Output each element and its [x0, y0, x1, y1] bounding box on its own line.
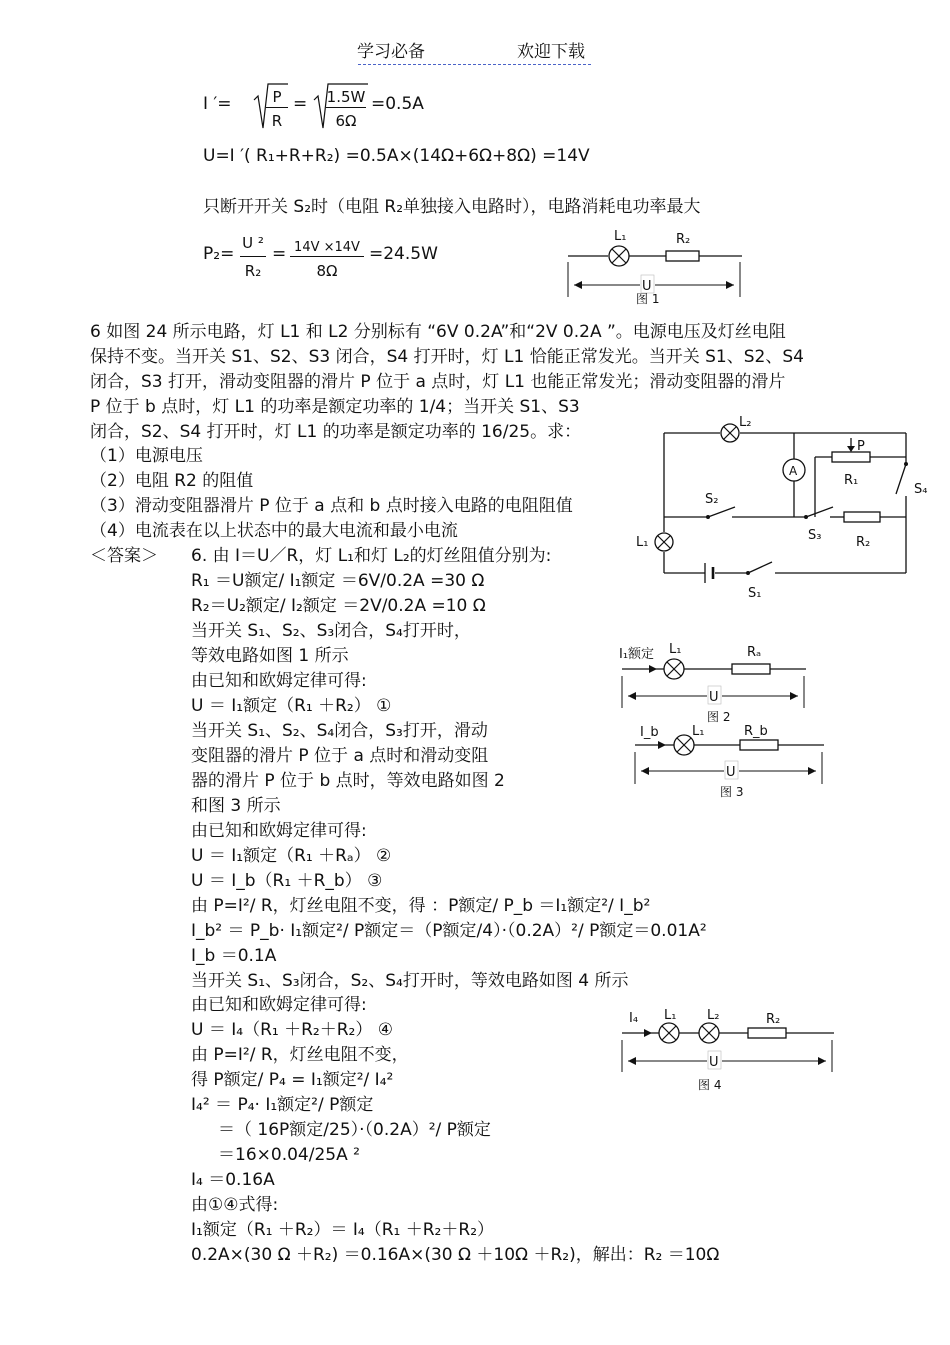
fig2-u-label: U — [709, 690, 719, 705]
question-3: （3）滑动变阻器滑片 P 位于 a 点和 b 点时接入电路的电阻阻值 — [90, 496, 573, 516]
answer-line-4: 当开关 S₁、S₂、S₃闭合，S₄打开时， — [191, 621, 471, 641]
fig24-l1-label: L₁ — [636, 535, 649, 550]
frac2-numerator: 1.5W — [326, 88, 366, 106]
answer-line-7: U ＝ I₁额定（R₁ ＋R₂） ① — [191, 696, 392, 716]
answer-line-12: 由已知和欧姆定律可得: — [191, 821, 367, 841]
fig3-u-label: U — [726, 765, 736, 780]
answer-line-29: 0.2A×(30 Ω ＋R₂) ＝0.16A×(30 Ω ＋10Ω ＋R₂)，解出：R₂ ＝10Ω — [191, 1245, 720, 1265]
answer-line-19: 由已知和欧姆定律可得: — [191, 995, 367, 1015]
answer-line-14: U ＝ I_b（R₁ ＋R_b） ③ — [191, 871, 383, 891]
header-left: 学习必备 — [357, 42, 425, 62]
problem-line-3: 闭合，S3 打开，滑动变阻器的滑片 P 位于 a 点时，灯 L1 也能正常发光；滑动变阻器的滑片 — [90, 372, 786, 392]
fig4-u-label: U — [709, 1055, 719, 1070]
question-4: （4）电流表在以上状态中的最大电流和最小电流 — [90, 521, 458, 541]
frac1-denominator: R — [271, 112, 283, 130]
problem-line-2: 保持不变。当开关 S1、S2、S3 闭合，S4 打开时，灯 L1 恰能正常发光。当开关 S1、S2、S4 — [90, 347, 804, 367]
fig4-l2-label: L₂ — [707, 1008, 720, 1023]
fig2-l1-label: L₁ — [669, 642, 682, 657]
fig24-ammeter-label: A — [789, 464, 798, 478]
answer-line-20: U ＝ I₄（R₁ ＋R₂＋R₂） ④ — [191, 1020, 394, 1040]
fig2-caption: 图 2 — [707, 710, 731, 724]
answer-line-8: 当开关 S₁、S₂、S₄闭合，S₃打开，滑动 — [191, 721, 488, 741]
frac2-denominator: 6Ω — [335, 112, 357, 130]
answer-line-10: 器的滑片 P 位于 b 点时，等效电路如图 2 — [191, 771, 505, 791]
u-equation: U=I ′( R₁+R+R₂) =0.5A×(14Ω+6Ω+8Ω) =14V — [203, 146, 590, 166]
answer-line-1: 6. 由 I＝U／R，灯 L₁和灯 L₂的灯丝阻值分别为: — [191, 546, 552, 566]
fig2-current-label: I₁额定 — [619, 647, 655, 662]
fig1-r2-label: R₂ — [676, 232, 691, 247]
p2-result: =24.5W — [369, 244, 438, 264]
answer-tag: ＜答案＞ — [90, 546, 158, 566]
frac1-numerator: P — [272, 88, 282, 106]
fig1-l1-label: L₁ — [614, 229, 627, 244]
answer-line-9: 变阻器的滑片 P 位于 a 点时和滑动变阻 — [191, 746, 489, 766]
question-2: （2）电阻 R2 的阻值 — [90, 471, 254, 491]
answer-line-2: R₁ ＝U额定/ I₁额定 ＝6V/0.2A =30 Ω — [191, 571, 485, 591]
equals-sign-2: = — [272, 244, 287, 264]
fig3-current-label: I_b — [640, 725, 659, 740]
answer-line-25: ＝16×0.04/25A ² — [218, 1145, 360, 1165]
answer-line-15: 由 P=I²/ R，灯丝电阻不变，得 ：P额定/ P_b ＝I₁额定²/ I_b² — [191, 896, 651, 916]
fig24-l2-label: L₂ — [739, 415, 752, 430]
i-prime-result: =0.5A — [371, 94, 424, 114]
fig24-r2-label: R₂ — [856, 535, 871, 550]
fig24-s2-label: S₂ — [705, 492, 719, 507]
answer-line-5: 等效电路如图 1 所示 — [191, 646, 349, 666]
p2-frac1-denominator: R₂ — [244, 262, 262, 280]
answer-line-11: 和图 3 所示 — [191, 796, 281, 816]
answer-line-24: ＝（ 16P额定/25）·（0.2A）²/ P额定 — [218, 1120, 491, 1140]
fig24-s1-label: S₁ — [748, 586, 762, 601]
answer-line-23: I₄² ＝ P₄· I₁额定²/ P额定 — [191, 1095, 374, 1115]
answer-line-28: I₁额定（R₁ ＋R₂）＝ I₄（R₁ ＋R₂＋R₂） — [191, 1220, 495, 1240]
equals-sign: = — [293, 94, 308, 114]
p2-frac2-numerator: 14V ×14V — [294, 240, 360, 255]
fig2-r-label: Rₐ — [747, 645, 762, 660]
fig24-p-label: P — [857, 439, 865, 454]
problem-line-5: 闭合，S2、S4 打开时，灯 L1 的功率是额定功率的 16/25。求： — [90, 422, 582, 442]
fig4-caption: 图 4 — [698, 1078, 722, 1092]
p2-lhs: P₂= — [203, 244, 235, 264]
fig3-l1-label: L₁ — [692, 724, 705, 739]
answer-line-16: I_b² ＝ P_b· I₁额定²/ P额定＝（P额定/4）·（0.2A）²/ P额定＝0.01A² — [191, 921, 707, 941]
problem-line-4: P 位于 b 点时，灯 L1 的功率是额定功率的 1/4；当开关 S1、S3 — [90, 397, 580, 417]
answer-line-21: 由 P=I²/ R，灯丝电阻不变， — [191, 1045, 409, 1065]
i-prime-lhs: I ′= — [203, 94, 232, 114]
p2-frac2-denominator: 8Ω — [316, 262, 338, 280]
fig3-caption: 图 3 — [720, 785, 744, 799]
header-right: 欢迎下载 — [517, 42, 585, 62]
fig3-r-label: R_b — [744, 724, 768, 739]
answer-line-3: R₂＝U₂额定/ I₂额定 ＝2V/0.2A =10 Ω — [191, 596, 486, 616]
fig4-l1-label: L₁ — [664, 1008, 677, 1023]
answer-line-17: I_b ＝0.1A — [191, 946, 277, 966]
fig1-caption: 图 1 — [636, 292, 660, 306]
answer-line-13: U ＝ I₁额定（R₁ ＋Rₐ） ② — [191, 846, 392, 866]
answer-line-26: I₄ ＝0.16A — [191, 1170, 275, 1190]
p2-frac1-numerator: U ² — [242, 234, 264, 252]
fig4-r2-label: R₂ — [766, 1012, 781, 1027]
answer-line-18: 当开关 S₁、S₃闭合，S₂、S₄打开时，等效电路如图 4 所示 — [191, 971, 629, 991]
answer-line-27: 由①④式得: — [191, 1195, 279, 1215]
fig24-s3-label: S₃ — [808, 528, 822, 543]
fig4-current-label: I₄ — [629, 1011, 639, 1026]
question-1: （1）电源电压 — [90, 446, 203, 466]
answer-line-6: 由已知和欧姆定律可得: — [191, 671, 367, 691]
fig24-s4-label: S₄ — [914, 482, 928, 497]
fig1-u-label: U — [642, 279, 652, 294]
problem-line-1: 6 如图 24 所示电路，灯 L1 和 L2 分别标有 “6V 0.2A”和“2V 0.2A ”。电源电压及灯丝电阻 — [90, 322, 786, 342]
fig24-r1-label: R₁ — [844, 473, 859, 488]
answer-line-22: 得 P额定/ P₄ = I₁额定²/ I₄² — [191, 1070, 394, 1090]
only-s2-statement: 只断开开关 S₂时（电阻 R₂单独接入电路时），电路消耗电功率最大 — [203, 197, 701, 217]
